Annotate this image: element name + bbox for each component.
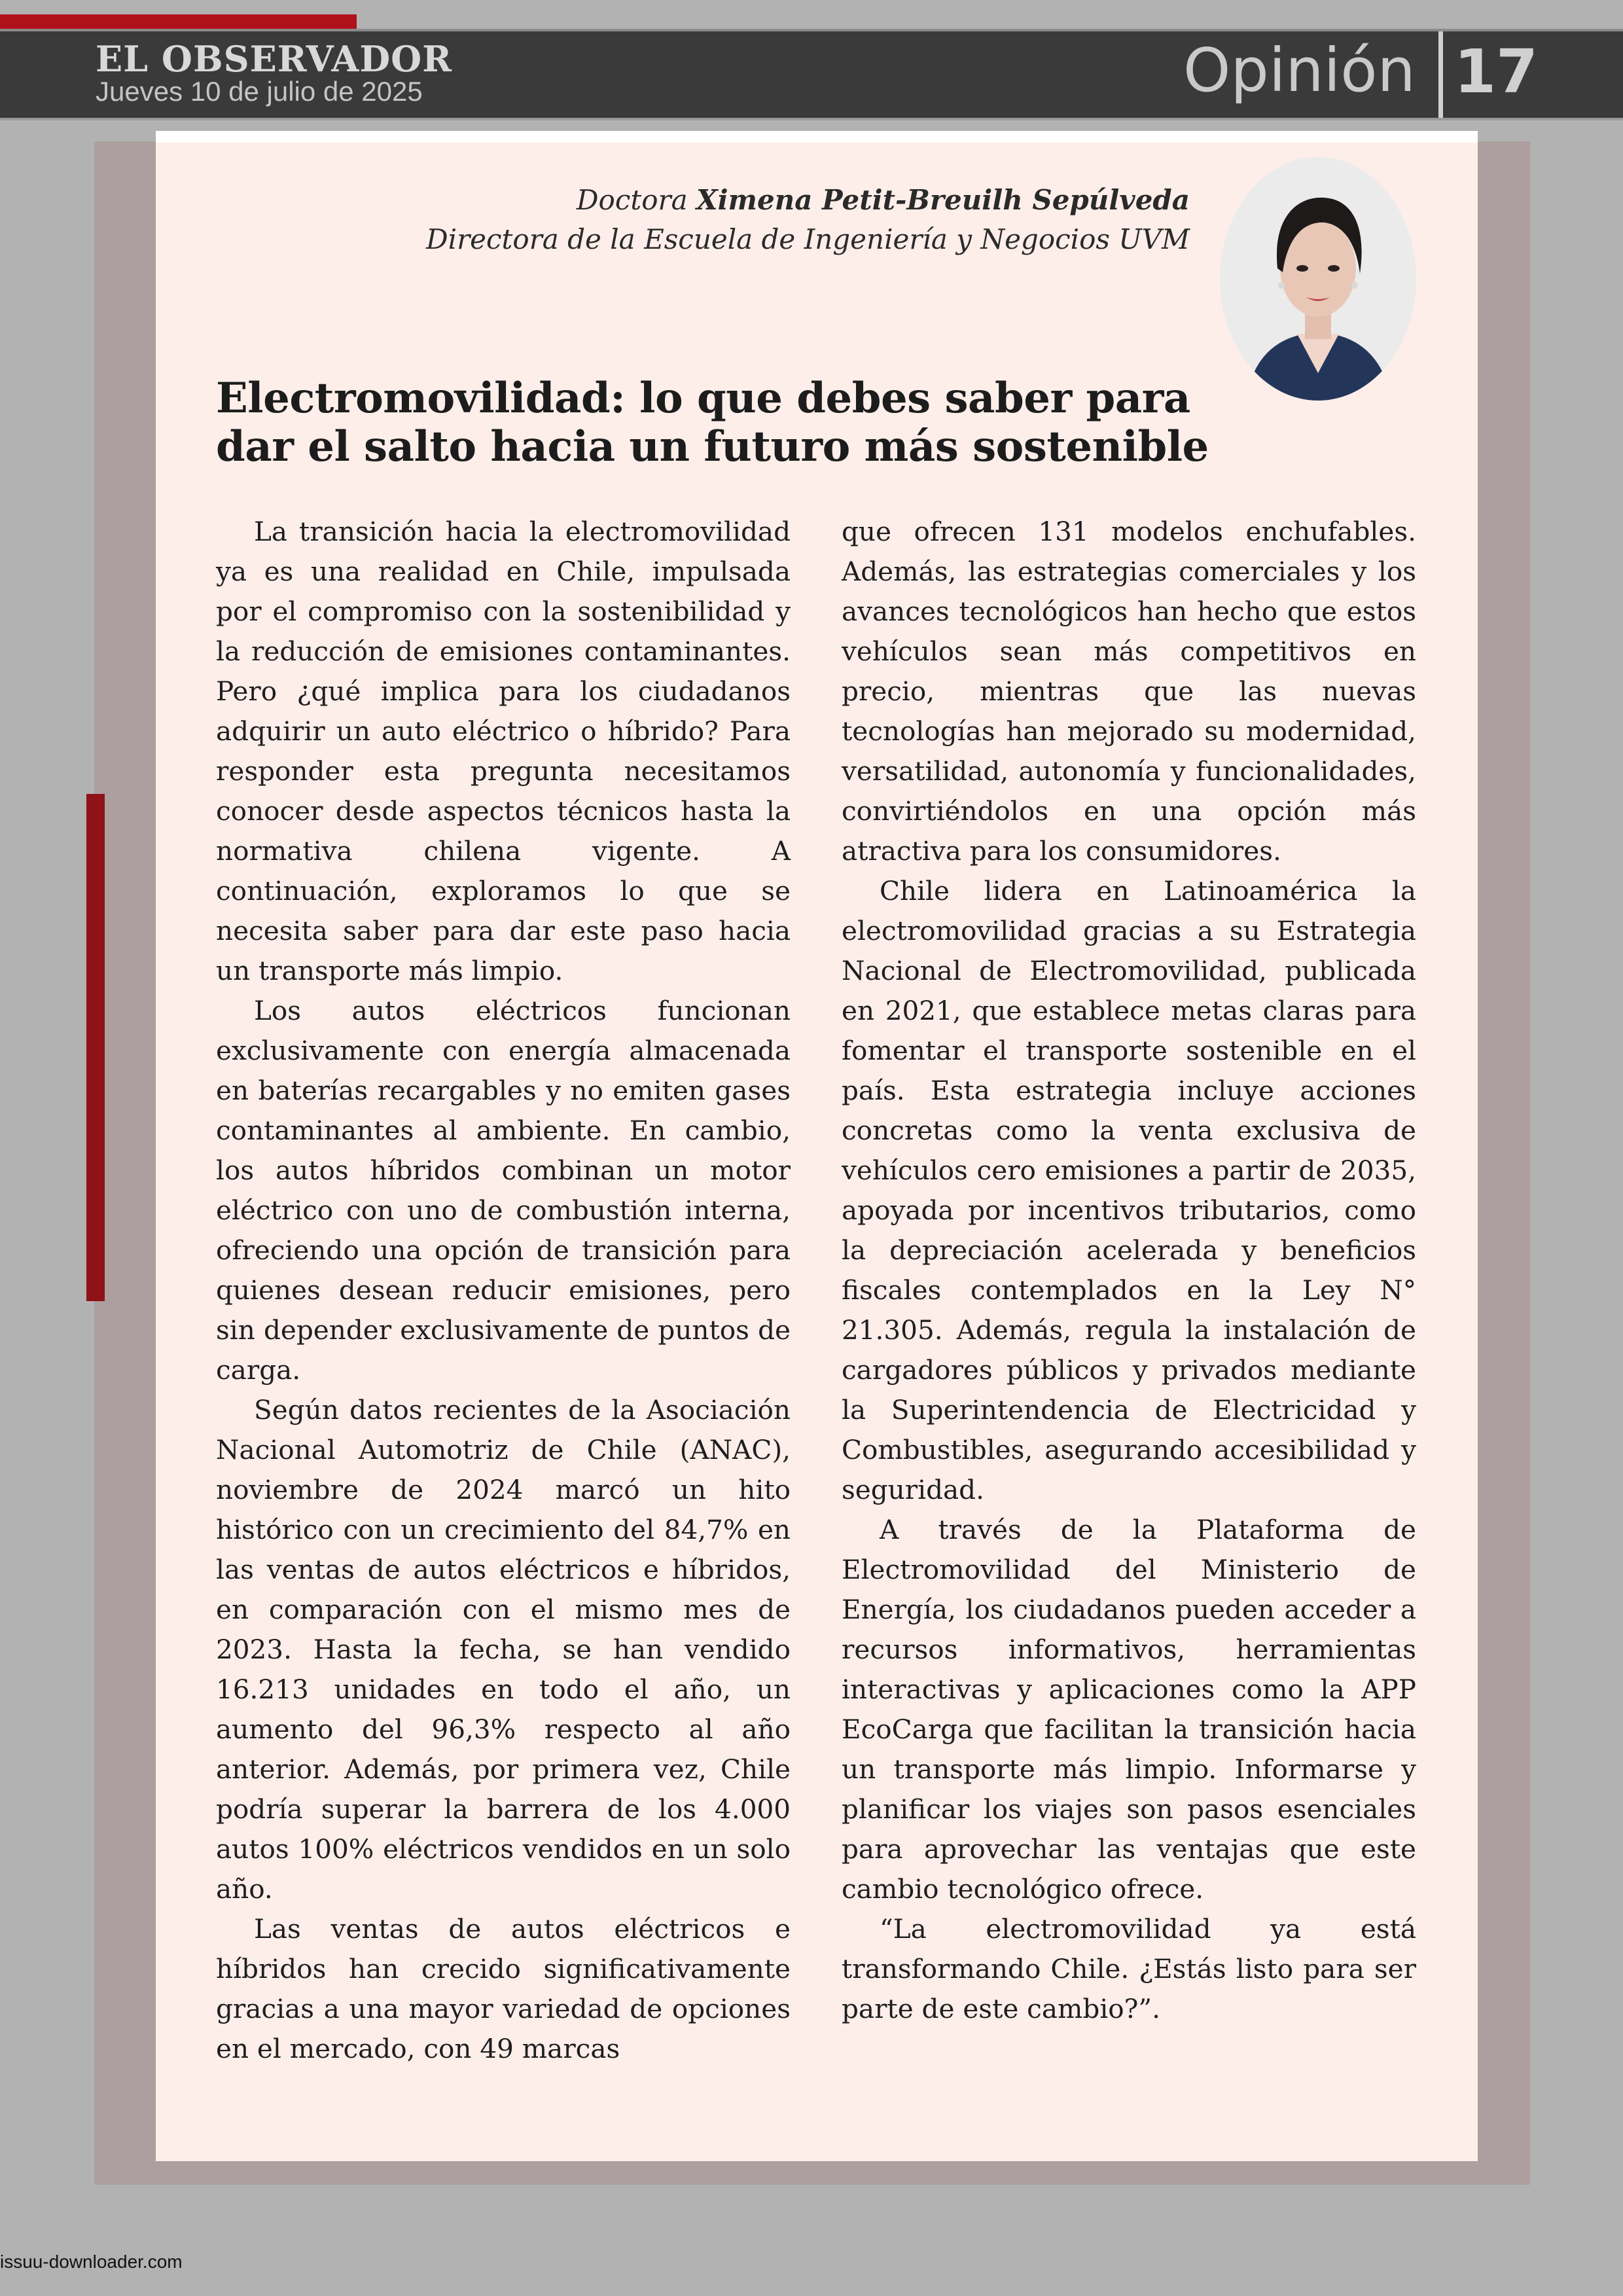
article-top-edge — [156, 131, 1478, 143]
author-name-line — [426, 181, 1190, 220]
article-column-1 — [216, 512, 791, 2069]
paragraph: Según datos recientes de la Asociación Nacional Automotriz de Chile (ANAC), noviembre de 2024 marcó un hito histórico con un crecimiento del 84,7% en las ventas de autos eléctricos e híbridos, en comparación con el mismo mes de 2023. Hasta la fecha, se han vendido 16.213 unidades en todo el año, un aumento del 96,3% respecto al año anterior. Además, por primera vez, Chile podría superar la barrera de los 4.000 autos 100% eléctricos vendidos en un solo año. — [216, 1394, 791, 1905]
author-name: Ximena Petit-Breuilh Sepúlveda — [696, 184, 1190, 216]
paragraph: Los autos eléctricos funcionan exclusivamente con energía almacenada en baterías recargables y no emiten gases contaminantes al ambiente. En cambio, los autos híbridos combinan un motor eléctrico con uno de combustión interna, ofreciendo una opción de transición para quienes desean reducir emisiones, pero sin depender exclusivamente de puntos de carga. — [216, 995, 791, 1386]
article-card — [156, 131, 1478, 2161]
top-accent-bar — [0, 14, 357, 29]
author-portrait-icon — [1220, 157, 1416, 401]
article-headline — [216, 374, 1329, 471]
page-number: 17 — [1454, 37, 1539, 107]
author-role: Directora de la Escuela de Ingeniería y Negocios UVM — [425, 223, 1190, 255]
author-byline — [426, 181, 1190, 259]
paragraph: Chile lidera en Latinoamérica la electromovilidad gracias a su Estrategia Nacional de Electromovilidad, publicada en 2021, que establece metas claras para fomentar el transporte sostenible en el país. Esta estrategia incluye acciones concretas como la venta exclusiva de vehículos cero emisiones a partir de 2035, apoyada por incentivos tributarios, como la depreciación acelerada y beneficios fiscales contemplados en la Ley N° 21.305. Además, regula la instalación de cargadores públicos y privados mediante la Superintendencia de Electricidad y Combustibles, asegurando accesibilidad y seguridad. — [842, 875, 1416, 1505]
publication-date: Jueves 10 de julio de 2025 — [96, 76, 423, 107]
paragraph: “La electromovilidad ya está transformando Chile. ¿Estás listo para ser parte de este cambio?”. — [842, 1913, 1416, 2024]
header-separator — [1438, 31, 1443, 118]
paragraph: La transición hacia la electromovilidad ya es una realidad en Chile, impulsada por el compromiso con la sostenibilidad y la reducción de emisiones contaminantes. Pero ¿qué implica para los ciudadanos adquirir un auto eléctrico o híbrido? Para responder esta pregunta necesitamos conocer desde aspectos técnicos hasta la normativa chilena vigente. A continuación, exploramos lo que se necesita saber para dar este paso hacia un transporte más limpio. — [216, 516, 791, 986]
masthead: EL OBSERVADOR — [96, 38, 453, 80]
paragraph: A través de la Plataforma de Electromovilidad del Ministerio de Energía, los ciudadanos pueden acceder a recursos informativos, herramientas interactivas y aplicaciones como la APP EcoCarga que facilitan la transición hacia un transporte más limpio. Informarse y planificar los viajes son pasos esenciales para aprovechar las ventajas que este cambio tecnológico ofrece. — [842, 1514, 1416, 1905]
paragraph: Las ventas de autos eléctricos e híbridos han crecido significativamente gracias a una mayor variedad de opciones en el mercado, con 49 marcas — [216, 1913, 791, 2064]
headline-line-1: Electromovilidad: lo que debes saber para — [216, 374, 1190, 423]
article-column-2 — [842, 512, 1416, 2029]
page-header — [0, 31, 1623, 120]
portrait-illustration — [1220, 157, 1416, 401]
side-accent-bar — [86, 794, 105, 1301]
headline-line-2: dar el salto hacia un futuro más sostenible — [216, 422, 1209, 471]
paragraph-continued: que ofrecen 131 modelos enchufables. Además, las estrategias comerciales y los avances tecnológicos han hecho que estos vehículos sean más competitivos en precio, mientras que las nuevas tecnologías han mejorado su modernidad, versatilidad, autonomía y funcionalidades, convirtiéndolos en una opción más atractiva para los consumidores. — [842, 516, 1416, 867]
author-title: Doctora — [576, 184, 688, 216]
section-title: Opinión — [1183, 35, 1416, 105]
watermark-text: issuu-downloader.com — [0, 2251, 183, 2272]
